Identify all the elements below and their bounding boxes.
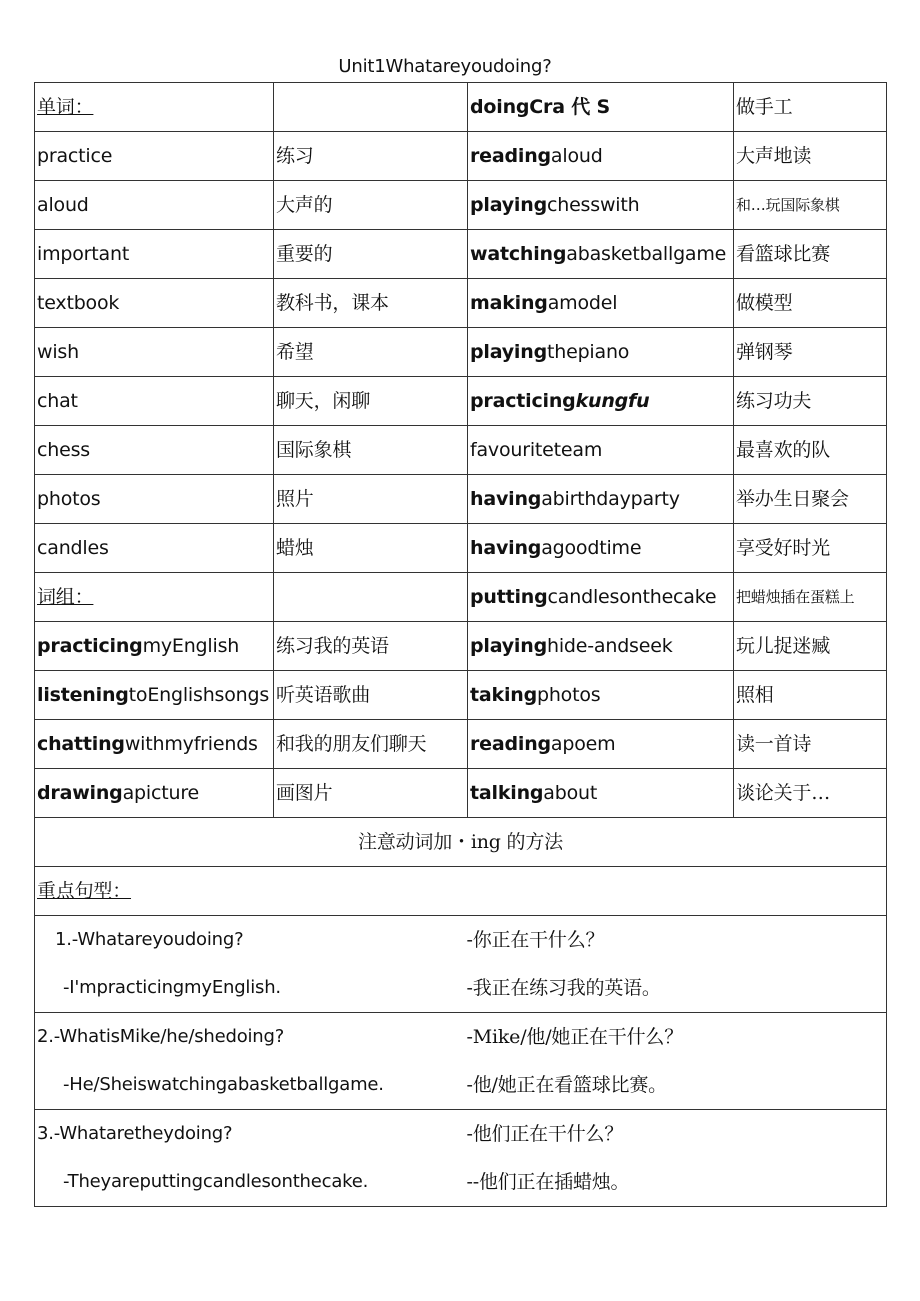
table-row bbox=[35, 818, 887, 867]
word-cn: 希望 bbox=[274, 328, 468, 377]
table-row bbox=[35, 622, 887, 671]
question-cn: -你正在干什么？ bbox=[466, 929, 605, 951]
phrase-cn: 和我的朋友们聊天 bbox=[274, 720, 468, 769]
table-row bbox=[35, 573, 887, 622]
table-row bbox=[35, 720, 887, 769]
word-cn: 大声的 bbox=[274, 181, 468, 230]
word-cn: 照片 bbox=[274, 475, 468, 524]
word-en: wish bbox=[35, 328, 274, 377]
phrase-en: readingapoem bbox=[468, 720, 734, 769]
answer-en: -He/Sheiswatchingabasketballgame. bbox=[63, 1074, 384, 1095]
word-cn: 蜡烛 bbox=[274, 524, 468, 573]
table-row bbox=[35, 230, 887, 279]
phrase-en: havingagoodtime bbox=[468, 524, 734, 573]
word-en: textbook bbox=[35, 279, 274, 328]
phrase-cn: 玩儿捉迷臧 bbox=[734, 622, 887, 671]
table-row bbox=[35, 83, 887, 132]
phrase-cn: 和…玩国际象棋 bbox=[734, 181, 887, 230]
word-en: chess bbox=[35, 426, 274, 475]
ing-note: 注意动词加・ing 的方法 bbox=[35, 818, 887, 867]
answer-cn: --他们正在插蜡烛。 bbox=[466, 1171, 630, 1193]
sentence-row bbox=[35, 1110, 887, 1207]
sentence-row bbox=[35, 1013, 887, 1110]
phrase-cn: 最喜欢的队 bbox=[734, 426, 887, 475]
table-row bbox=[35, 769, 887, 818]
phrases-section-label: 词组： bbox=[35, 573, 274, 622]
phrase-en: readingaloud bbox=[468, 132, 734, 181]
phrase-cn: 读一首诗 bbox=[734, 720, 887, 769]
empty-cell bbox=[274, 573, 468, 622]
words-section-label: 单词： bbox=[35, 83, 274, 132]
table-row bbox=[35, 377, 887, 426]
answer-cn: -我正在练习我的英语。 bbox=[466, 977, 661, 999]
word-en: aloud bbox=[35, 181, 274, 230]
vocabulary-table bbox=[34, 82, 887, 916]
phrase-en: playingthepiano bbox=[468, 328, 734, 377]
question-en: 2.-WhatisMike/he/shedoing? bbox=[37, 1026, 285, 1047]
phrase-cn: 享受好时光 bbox=[734, 524, 887, 573]
phrase-cn: 谈论关于… bbox=[734, 769, 887, 818]
answer-cn: -他/她正在看篮球比赛。 bbox=[466, 1074, 667, 1096]
phrase-en: talkingabout bbox=[468, 769, 734, 818]
phrase-en: playinghide-andseek bbox=[468, 622, 734, 671]
phrase-cn: 做手工 bbox=[734, 83, 887, 132]
phrase-cn: 弹钢琴 bbox=[734, 328, 887, 377]
word-cn: 练习 bbox=[274, 132, 468, 181]
phrase-en: puttingcandlesonthecake bbox=[468, 573, 734, 622]
phrase-cn: 把蜡烛插在蛋糕上 bbox=[734, 573, 887, 622]
word-cn: 国际象棋 bbox=[274, 426, 468, 475]
key-sentences-table bbox=[34, 915, 887, 1207]
table-row bbox=[35, 132, 887, 181]
phrase-cn: 看篮球比赛 bbox=[734, 230, 887, 279]
key-sentences-label: 重点句型： bbox=[35, 867, 887, 916]
question-en: 3.-Whataretheydoing? bbox=[37, 1123, 233, 1144]
word-en: photos bbox=[35, 475, 274, 524]
answer-en: -Theyareputtingcandlesonthecake. bbox=[63, 1171, 369, 1192]
phrase-en: watchingabasketballgame bbox=[468, 230, 734, 279]
table-row bbox=[35, 475, 887, 524]
phrase-cn: 练习功夫 bbox=[734, 377, 887, 426]
word-en: important bbox=[35, 230, 274, 279]
table-row bbox=[35, 867, 887, 916]
answer-en: -I'mpracticingmyEnglish. bbox=[63, 977, 281, 998]
empty-cell bbox=[274, 83, 468, 132]
table-row bbox=[35, 671, 887, 720]
table-row bbox=[35, 181, 887, 230]
phrase-cn: 照相 bbox=[734, 671, 887, 720]
table-row bbox=[35, 279, 887, 328]
table-row bbox=[35, 426, 887, 475]
phrase-cn: 举办生日聚会 bbox=[734, 475, 887, 524]
word-cn: 重要的 bbox=[274, 230, 468, 279]
phrase-en: practicingkungfu bbox=[468, 377, 734, 426]
word-cn: 教科书，课本 bbox=[274, 279, 468, 328]
phrase-en: chattingwithmyfriends bbox=[35, 720, 274, 769]
word-en: candles bbox=[35, 524, 274, 573]
question-cn: -Mike/他/她正在干什么？ bbox=[466, 1026, 684, 1048]
phrase-cn: 画图片 bbox=[274, 769, 468, 818]
table-row bbox=[35, 524, 887, 573]
phrase-en: favouriteteam bbox=[468, 426, 734, 475]
phrase-en: drawingapicture bbox=[35, 769, 274, 818]
word-en: practice bbox=[35, 132, 274, 181]
question-en: 1.-Whatareyoudoing? bbox=[55, 929, 244, 950]
phrase-en: listeningtoEnglishsongs bbox=[35, 671, 274, 720]
phrase-en: playingchesswith bbox=[468, 181, 734, 230]
word-cn: 聊天，闲聊 bbox=[274, 377, 468, 426]
document-title: Unit1Whatareyoudoing? bbox=[338, 56, 552, 77]
phrase-en: practicingmyEnglish bbox=[35, 622, 274, 671]
word-en: chat bbox=[35, 377, 274, 426]
phrase-cn: 练习我的英语 bbox=[274, 622, 468, 671]
phrase-cn: 大声地读 bbox=[734, 132, 887, 181]
phrase-en: doingCra 代 S bbox=[468, 83, 734, 132]
sentence-row bbox=[35, 916, 887, 1013]
phrase-en: makingamodel bbox=[468, 279, 734, 328]
phrase-cn: 听英语歌曲 bbox=[274, 671, 468, 720]
phrase-en: takingphotos bbox=[468, 671, 734, 720]
question-cn: -他们正在干什么？ bbox=[466, 1123, 624, 1145]
table-row bbox=[35, 328, 887, 377]
phrase-cn: 做模型 bbox=[734, 279, 887, 328]
phrase-en: havingabirthdayparty bbox=[468, 475, 734, 524]
